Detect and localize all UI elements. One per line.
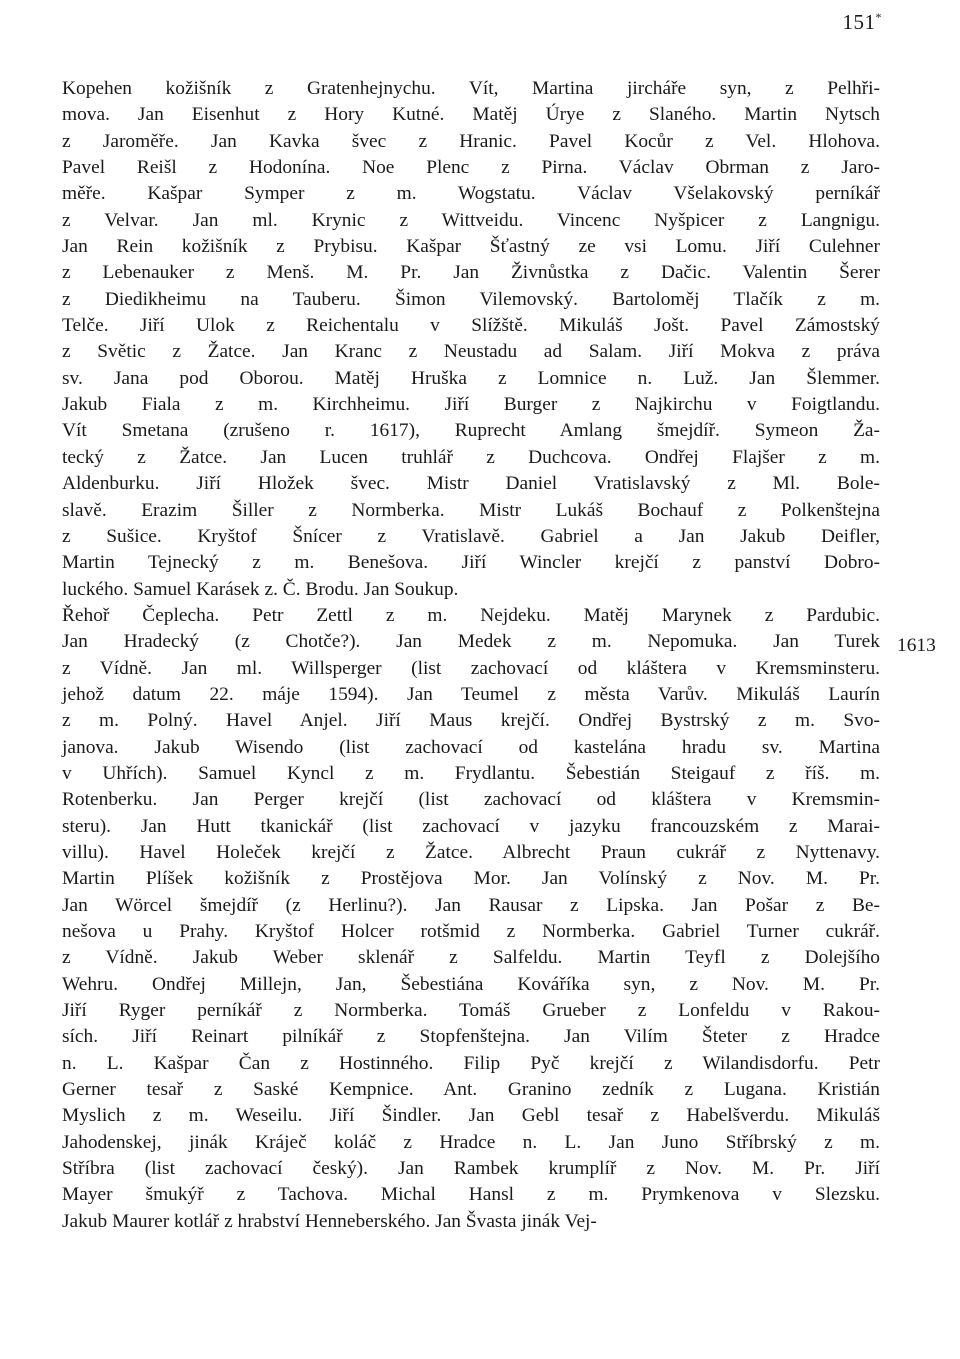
text-line: n. L. Kašpar Čan z Hostinného. Filip Pyč krejčí z Wilandisdorfu. Petr — [62, 1052, 880, 1074]
text-line: Rotenberku. Jan Perger krejčí (list zachovací od kláštera v Kremsmin- — [62, 789, 880, 811]
text-line: nešova u Prahy. Kryštof Holcer rotšmid z Normberka. Gabriel Turner cukrář. — [62, 921, 880, 942]
margin-year-note: 1613 — [897, 635, 936, 656]
text-line: sích. Jiří Reinart pilníkář z Stopfenštejna. Jan Vilím Šteter z Hradce — [62, 1026, 880, 1048]
text-line: tecký z Žatce. Jan Lucen truhlář z Duchcova. Ondřej Flajšer z m. — [62, 446, 880, 468]
text-line: Jakub Fiala z m. Kirchheimu. Jiří Burger z Najkirchu v Foigtlandu. — [62, 394, 880, 416]
text-line: z Sušice. Kryštof Šnícer z Vratislavě. Gabriel a Jan Jakub Deifler, — [62, 525, 880, 547]
page-number-value: 151 — [842, 10, 876, 34]
text-line: z Vídně. Jakub Weber sklenář z Salfeldu. Martin Teyfl z Dolejšího — [62, 947, 880, 969]
text-line: Jakub Maurer kotlář z hrabství Henneberského. Jan Švasta jinák Vej- — [62, 1210, 597, 1232]
text-line: v Uhřích). Samuel Kyncl z m. Frydlantu. Šebestián Steigauf z říš. m. — [62, 762, 880, 784]
text-line: Řehoř Čeplecha. Petr Zettl z m. Nejdeku. Matěj Marynek z Pardubic. — [62, 604, 880, 626]
text-line: Telče. Jiří Ulok z Reichentalu v Slížště. Mikuláš Jošt. Pavel Zámostský — [62, 315, 880, 337]
text-line: Kopehen kožišník z Gratenhejnychu. Vít, Martina jircháře syn, z Pelhři- — [62, 78, 880, 99]
text-line: villu). Havel Holeček krejčí z Žatce. Albrecht Praun cukrář z Nyttenavy. — [62, 841, 880, 863]
page-number — [843, 10, 883, 35]
text-line: jehož datum 22. máje 1594). Jan Teumel z města Varův. Mikuláš Laurín — [62, 683, 880, 705]
text-line: z Diedikheimu na Tauberu. Šimon Vilemovský. Bartoloměj Tlačík z m. — [62, 288, 880, 310]
text-line: Gerner tesař z Saské Kempnice. Ant. Granino zedník z Lugana. Kristián — [62, 1079, 880, 1101]
text-line: z m. Polný. Havel Anjel. Jiří Maus krejčí. Ondřej Bystrský z m. Svo- — [62, 710, 880, 732]
text-line: z Vídně. Jan ml. Willsperger (list zachovací od kláštera v Kremsminsteru. — [62, 657, 880, 679]
text-line: Jan Wörcel šmejdíř (z Herlinu?). Jan Rausar z Lipska. Jan Pošar z Be- — [62, 894, 880, 916]
text-line: Stříbra (list zachovací český). Jan Rambek krumplíř z Nov. M. Pr. Jiří — [62, 1158, 880, 1180]
text-line: steru). Jan Hutt tkanickář (list zachovací v jazyku francouzském z Marai- — [62, 815, 880, 837]
text-line: Jahodenskej, jinák Kráječ koláč z Hradce n. L. Jan Juno Stříbrský z m. — [62, 1131, 880, 1153]
text-line: měře. Kašpar Symper z m. Wogstatu. Václav Všelakovský perníkář — [62, 183, 880, 205]
text-line: Pavel Reišl z Hodonína. Noe Plenc z Pirna. Václav Obrman z Jaro- — [62, 157, 880, 179]
body-text — [62, 76, 880, 1235]
text-line: z Jaroměře. Jan Kavka švec z Hranic. Pavel Kocůr z Vel. Hlohova. — [62, 130, 880, 152]
text-line: z Světic z Žatce. Jan Kranc z Neustadu ad Salam. Jiří Mokva z práva — [62, 341, 880, 363]
text-line: Jiří Ryger perníkář z Normberka. Tomáš Grueber z Lonfeldu v Rakou- — [62, 1000, 880, 1022]
text-line: Myslich z m. Weseilu. Jiří Šindler. Jan Gebl tesař z Habelšverdu. Mikuláš — [62, 1105, 880, 1127]
text-line: Martin Tejnecký z m. Benešova. Jiří Wincler krejčí z panství Dobro- — [62, 552, 880, 574]
text-line: Vít Smetana (zrušeno r. 1617), Ruprecht Amlang šmejdíř. Symeon Ža- — [62, 420, 880, 442]
text-line: Mayer šmukýř z Tachova. Michal Hansl z m. Prymkenova v Slezsku. — [62, 1184, 880, 1206]
text-line: slavě. Erazim Šiller z Normberka. Mistr Lukáš Bochauf z Polkenštejna — [62, 499, 880, 521]
text-line: z Lebenauker z Menš. M. Pr. Jan Živnůstka z Dačic. Valentin Šerer — [62, 262, 880, 284]
text-line: Aldenburku. Jiří Hložek švec. Mistr Daniel Vratislavský z Ml. Bole- — [62, 473, 880, 495]
text-line: Martin Plíšek kožišník z Prostějova Mor. Jan Volínský z Nov. M. Pr. — [62, 868, 880, 890]
text-line: mova. Jan Eisenhut z Hory Kutné. Matěj Úrye z Slaného. Martin Nytsch — [62, 104, 880, 126]
text-line: janova. Jakub Wisendo (list zachovací od kastelána hradu sv. Martina — [62, 736, 880, 758]
text-line: luckého. Samuel Karásek z. Č. Brodu. Jan Soukup. — [62, 578, 459, 600]
text-line: Wehru. Ondřej Millejn, Jan, Šebestiána Kováříka syn, z Nov. M. Pr. — [62, 973, 880, 995]
text-line: z Velvar. Jan ml. Krynic z Wittveidu. Vincenc Nyšpicer z Langnigu. — [62, 209, 880, 231]
page-number-marker: * — [875, 10, 882, 24]
text-line: Jan Rein kožišník z Prybisu. Kašpar Šťastný ze vsi Lomu. Jiří Culehner — [62, 236, 880, 258]
text-line: sv. Jana pod Oborou. Matěj Hruška z Lomnice n. Luž. Jan Šlemmer. — [62, 367, 880, 389]
text-line: Jan Hradecký (z Chotče?). Jan Medek z m. Nepomuka. Jan Turek — [62, 631, 880, 653]
